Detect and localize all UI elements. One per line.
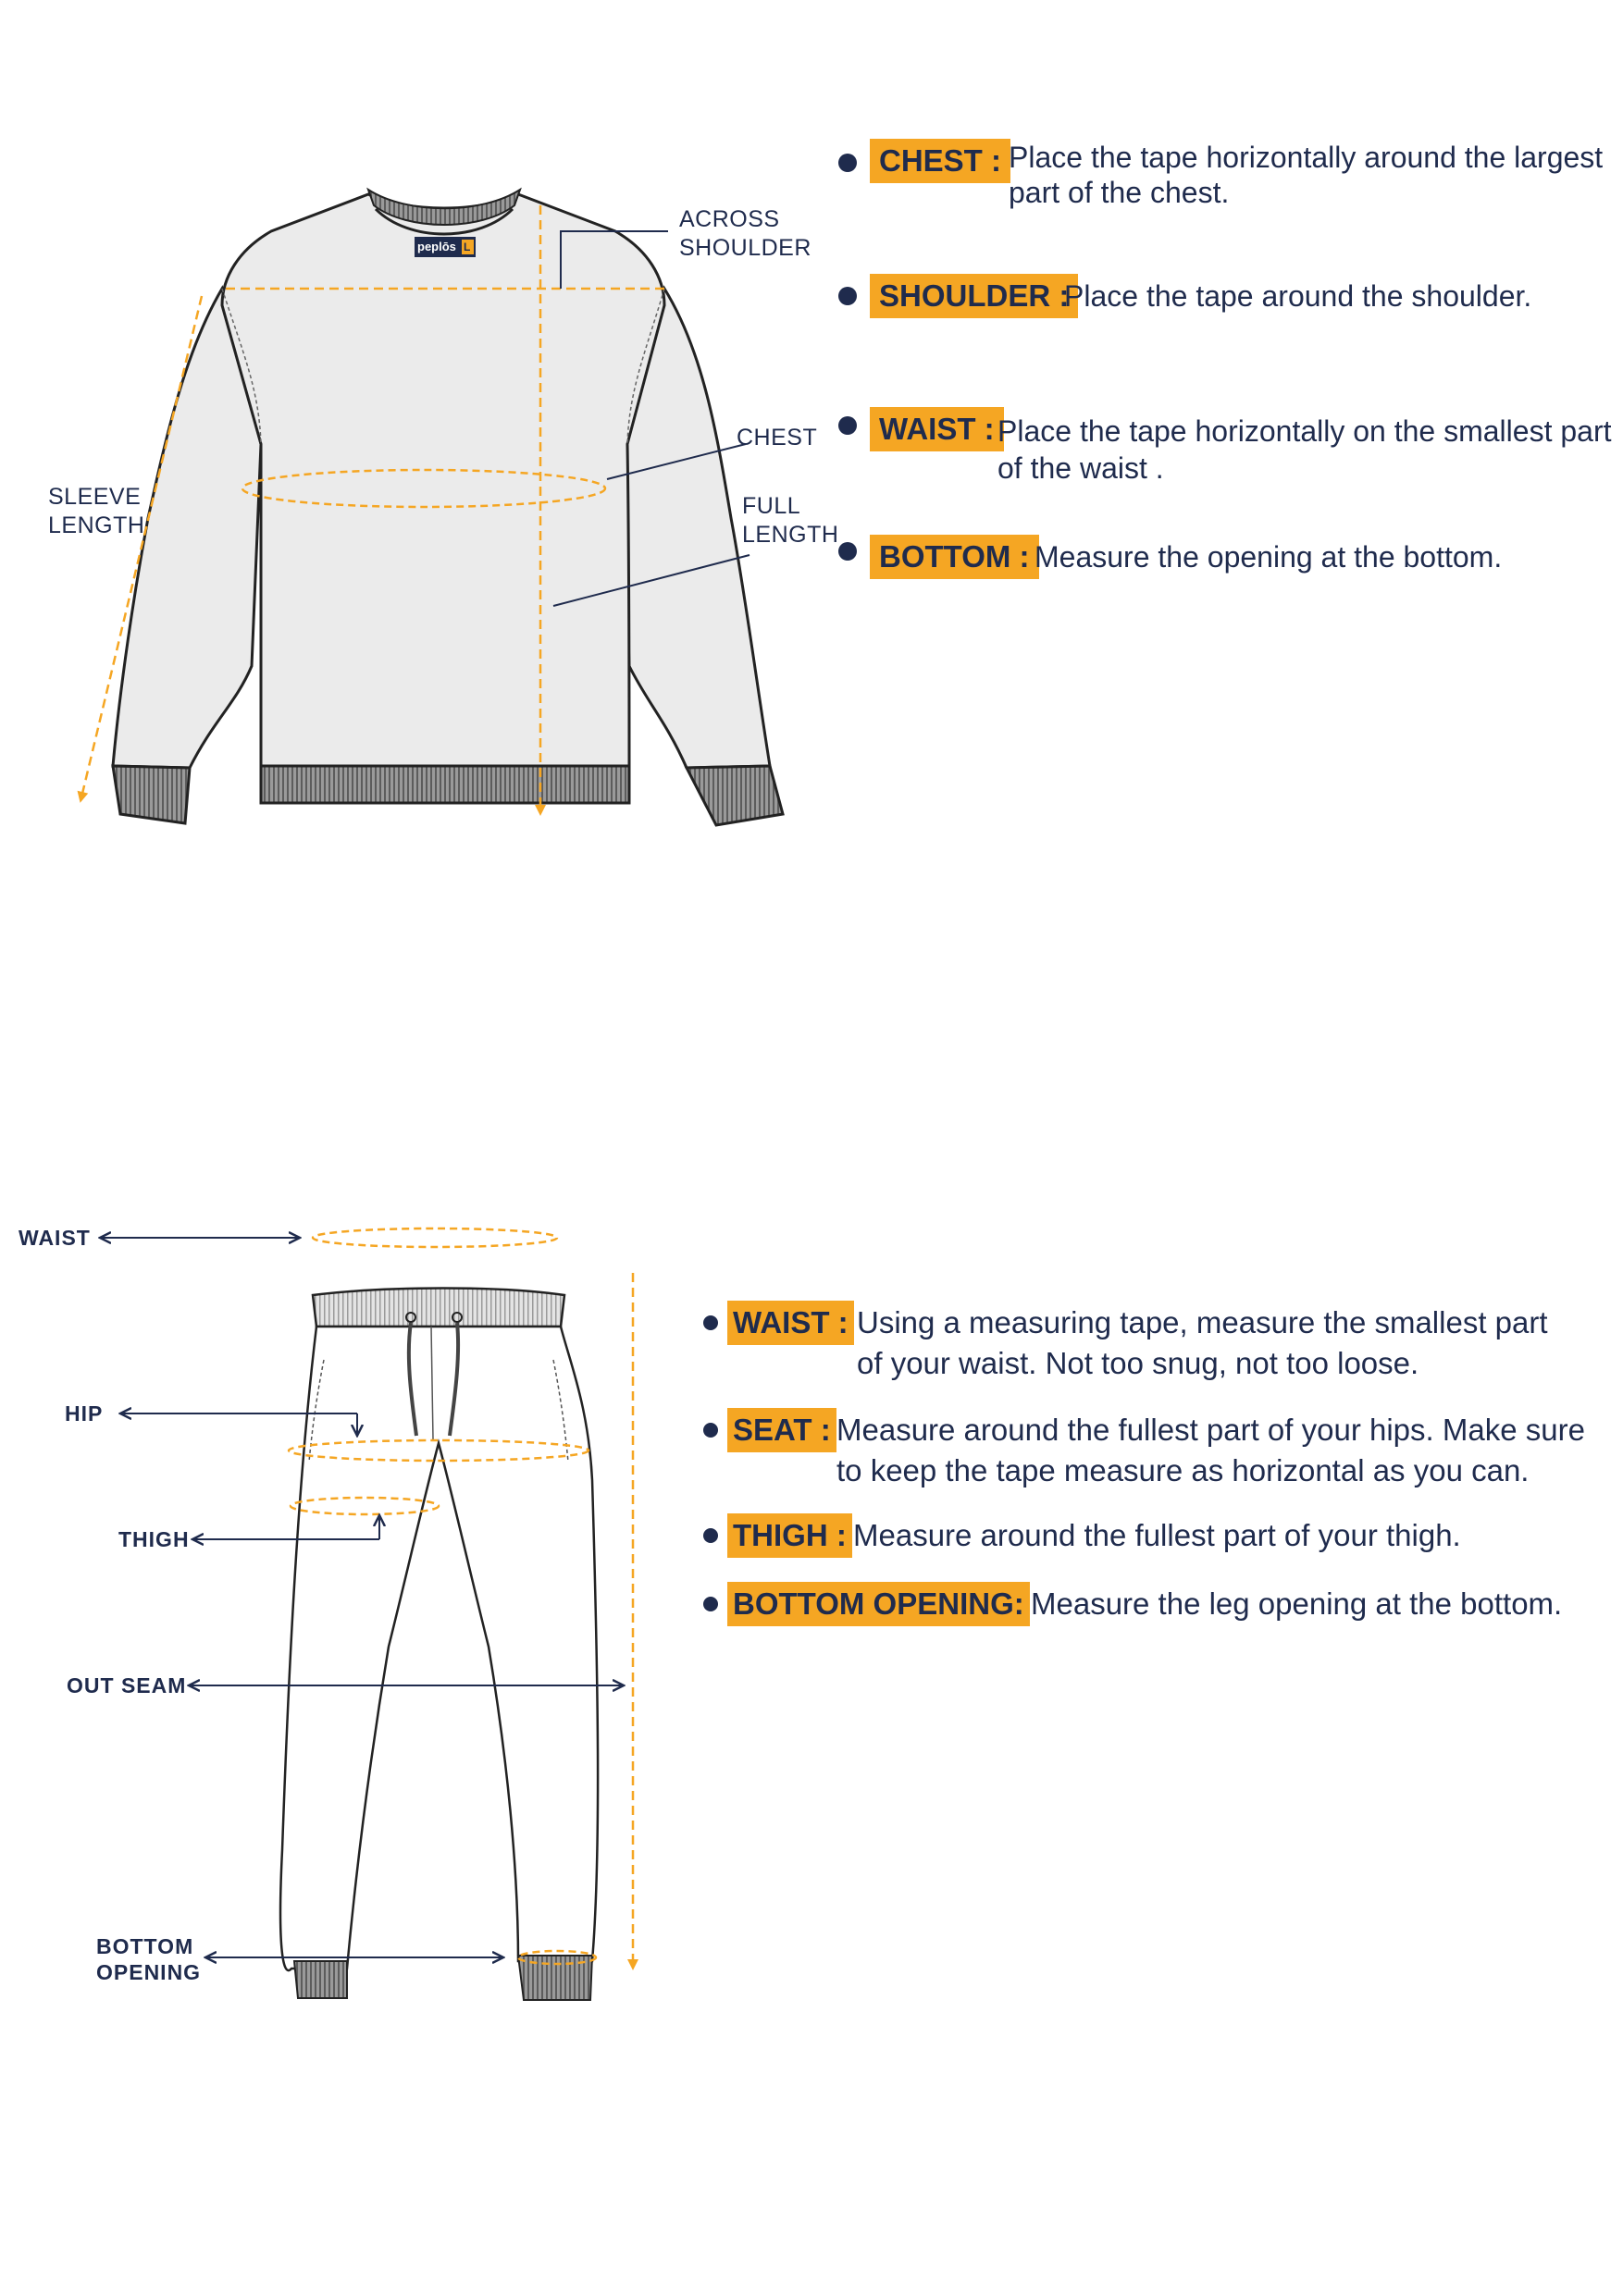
instr-desc-waist-2: of the waist . [997, 451, 1164, 485]
label-line: OPENING [96, 1960, 202, 1984]
instr-desc-chest-1: Place the tape horizontally around the largest [1009, 141, 1604, 174]
bullet-icon [838, 542, 857, 561]
instr-tag-waist: WAIST : [870, 407, 1004, 451]
label-across-shoulder [679, 205, 812, 263]
instr-desc-pants-bottom-opening: Measure the leg opening at the bottom. [1031, 1586, 1563, 1621]
label-line: SHOULDER [679, 235, 812, 261]
label-sleeve-length [48, 483, 144, 540]
instr-desc-pants-thigh: Measure around the fullest part of your thigh. [853, 1518, 1461, 1552]
label-line: LENGTH [48, 512, 145, 538]
instr-desc-pants-waist-2: of your waist. Not too snug, not too loose. [857, 1346, 1419, 1380]
instr-desc-waist-1: Place the tape horizontally on the smallest part [997, 414, 1612, 448]
instr-desc-bottom: Measure the opening at the bottom. [1035, 540, 1503, 574]
label-pants-hip: HIP [65, 1401, 104, 1426]
brand-size-badge: L [464, 241, 471, 253]
instr-desc-pants-seat-1: Measure around the fullest part of your hips. Make sure [836, 1413, 1585, 1447]
brand-logo-text: peplōs [417, 240, 456, 253]
label-line: SLEEVE [48, 484, 142, 510]
instr-desc-pants-waist-1: Using a measuring tape, measure the smallest part [857, 1305, 1548, 1339]
label-line: FULL [742, 493, 801, 519]
instr-desc-chest-2: part of the chest. [1009, 176, 1230, 209]
bullet-icon [703, 1423, 718, 1438]
label-line: LENGTH [742, 522, 839, 548]
label-full-length [742, 492, 838, 549]
label-line: ACROSS [679, 206, 780, 232]
instr-tag-chest: CHEST : [870, 139, 1010, 183]
instr-tag-pants-seat: SEAT : [727, 1408, 836, 1452]
label-pants-thigh: THIGH [118, 1527, 190, 1551]
bullet-icon [703, 1528, 718, 1543]
label-chest: CHEST [737, 425, 818, 451]
instr-tag-pants-thigh: THIGH : [727, 1513, 852, 1558]
instr-tag-pants-bottom-opening: BOTTOM OPENING: [727, 1582, 1030, 1626]
instr-tag-pants-waist: WAIST : [727, 1301, 854, 1345]
instr-tag-shoulder: SHOULDER : [870, 274, 1078, 318]
label-pants-bottom-opening [96, 1933, 201, 1985]
bullet-icon [703, 1597, 718, 1611]
label-pants-waist: WAIST [19, 1226, 91, 1250]
bullet-icon [838, 287, 857, 305]
bullet-icon [838, 416, 857, 435]
instr-desc-shoulder: Place the tape around the shoulder. [1064, 279, 1532, 313]
label-pants-out-seam: OUT SEAM [67, 1673, 187, 1697]
bullet-icon [838, 154, 857, 172]
pants-illustration [280, 1289, 598, 2001]
label-line: BOTTOM [96, 1934, 194, 1958]
instr-tag-bottom: BOTTOM : [870, 535, 1039, 579]
bullet-icon [703, 1315, 718, 1330]
instr-desc-pants-seat-2: to keep the tape measure as horizontal as you can. [836, 1453, 1530, 1487]
